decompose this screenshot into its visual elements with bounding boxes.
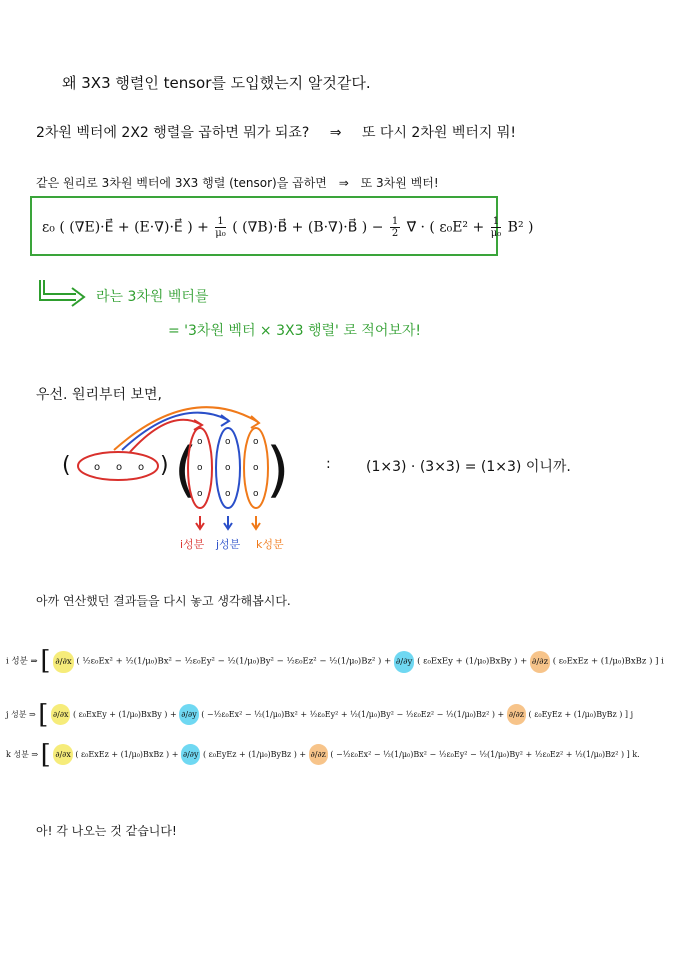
- implies-arrow-2: ⇒: [338, 176, 349, 190]
- dimension-caption: (1×3) · (3×3) = (1×3) 이니까.: [366, 459, 571, 475]
- k-term-1: ( ε₀ExEz + (1/μ₀)BxBz ) +: [75, 750, 179, 759]
- col3-dot-3: o: [253, 489, 259, 499]
- j-component-label: j성분: [216, 538, 241, 551]
- heading-line: 왜 3X3 행렬인 tensor를 도입했는지 알것같다.: [62, 74, 371, 92]
- k-term-2: ( ε₀EyEz + (1/μ₀)ByBz ) +: [203, 750, 307, 759]
- electric-terms: ( (∇E)·E⃗ + (E·∇)·E⃗ ) +: [59, 219, 209, 236]
- i-component-label: i성분: [180, 538, 205, 551]
- i-component-row: i 성분 ⇒ [ ∂/∂x ( ½ε₀Ex² + ½(1/μ₀)Bx² − ½ε₀Ey² − ½(1/μ₀)By² − ½ε₀Ez² − ½(1/μ₀)Bz² ) + ∂/∂y ( ε₀ExEy + (1/μ₀)BxBy ) + ∂/∂z ( ε₀ExEz + (1/μ₀)BxBz ) ] i: [6, 646, 664, 676]
- j-term-3: ( ε₀EyEz + (1/μ₀)ByBz ) ] j: [528, 710, 634, 719]
- equation-content: [42, 216, 533, 239]
- implies-arrow: ⇒: [329, 125, 342, 141]
- svg-text:(: (: [174, 435, 198, 505]
- half-denominator: 2: [391, 228, 399, 239]
- svg-text:): ): [160, 453, 169, 478]
- colon-mark: :: [326, 456, 331, 472]
- d-dx-highlight: ∂/∂x: [53, 744, 72, 765]
- row-dot-1: o: [94, 462, 101, 473]
- divergence-term: ∇⃗ · ( ε₀E² +: [406, 219, 485, 236]
- green-double-arrow-icon: [36, 278, 88, 308]
- j-component-row: j 성분 ⇒ [ ∂/∂x ( ε₀ExEy + (1/μ₀)BxBy ) + ∂/∂y ( −½ε₀Ex² − ½(1/μ₀)Bx² + ½ε₀Ey² + ½(1/μ₀)By² − ½ε₀Ez² − ½(1/μ₀)Bz² ) + ∂/∂z ( ε₀EyEz + (1/μ₀)ByBz ) ] j: [6, 700, 634, 730]
- k-component-label: k성분: [256, 538, 284, 551]
- col2-dot-1: o: [225, 437, 231, 447]
- row-dot-2: o: [116, 462, 123, 473]
- eps-symbol: ε₀: [42, 219, 55, 236]
- col2-dot-2: o: [225, 463, 231, 473]
- col1-dot-1: o: [197, 437, 203, 447]
- col3-dot-1: o: [253, 437, 259, 447]
- row-dot-3: o: [138, 462, 145, 473]
- half-numerator: 1: [391, 216, 399, 227]
- magnetic-terms: ( (∇B)·B⃗ + (B·∇)·B⃗ ) −: [232, 219, 384, 236]
- k-term-3: ( −½ε₀Ex² − ½(1/μ₀)Bx² − ½ε₀Ey² − ½(1/μ₀)By² + ½ε₀Ez² + ½(1/μ₀)Bz² ) ] k.: [330, 750, 640, 759]
- b-squared-term: B² ): [507, 219, 534, 236]
- frac-denominator: μ₀: [215, 228, 226, 239]
- k-component-row: k 성분 ⇒ [ ∂/∂x ( ε₀ExEz + (1/μ₀)BxBz ) + ∂/∂y ( ε₀EyEz + (1/μ₀)ByBz ) + ∂/∂z ( −½ε₀Ex² − ½(1/μ₀)Bx² − ½ε₀Ey² − ½(1/μ₀)By² + ½ε₀Ez² + ½(1/μ₀)Bz² ) ] k.: [6, 740, 640, 770]
- d-dy-highlight: ∂/∂y: [179, 704, 199, 725]
- conclusion-line: 아! 각 나오는 것 같습니다!: [36, 824, 177, 838]
- i-term-3: ( ε₀ExEz + (1/μ₀)BxBz ) ] i: [552, 656, 664, 667]
- first-principle-line: 우선. 원리부터 보면,: [36, 387, 162, 403]
- principle-text: 같은 원리로 3차원 벡터에 3X3 행렬 (tensor)을 곱하면: [36, 176, 327, 190]
- principle-result: 또 3차원 벡터!: [360, 176, 439, 190]
- j-row-label: j 성분 ⇒: [6, 710, 36, 719]
- d-dx-highlight: ∂/∂x: [53, 651, 73, 673]
- svg-text:): ): [266, 435, 290, 505]
- col2-dot-3: o: [225, 489, 231, 499]
- question-text: 2차원 벡터에 2X2 행렬을 곱하면 뭐가 되죠?: [36, 125, 310, 141]
- i-row-label: i 성분 ⇒: [6, 656, 38, 667]
- col1-dot-2: o: [197, 463, 203, 473]
- question-line: [36, 122, 516, 142]
- inverse-mu-fraction-2: [491, 216, 502, 239]
- i-term-1: ( ½ε₀Ex² + ½(1/μ₀)Bx² − ½ε₀Ey² − ½(1/μ₀)By² − ½ε₀Ez² − ½(1/μ₀)Bz² ) +: [76, 656, 392, 667]
- col1-dot-3: o: [197, 489, 203, 499]
- j-term-2: ( −½ε₀Ex² − ½(1/μ₀)Bx² + ½ε₀Ey² + ½(1/μ₀)By² − ½ε₀Ez² − ½(1/μ₀)Bz² ) +: [201, 710, 505, 719]
- answer-text: 또 다시 2차원 벡터지 뭐!: [361, 125, 516, 141]
- inverse-mu-fraction: [215, 216, 226, 239]
- k-row-label: k 성분 ⇒: [6, 750, 39, 759]
- revisit-line: 아까 연산했던 결과들을 다시 놓고 생각해봅시다.: [36, 594, 291, 608]
- i-term-2: ( ε₀ExEy + (1/μ₀)BxBy ) +: [417, 656, 528, 667]
- d-dy-highlight: ∂/∂y: [181, 744, 201, 765]
- frac-denominator-2: μ₀: [490, 228, 502, 239]
- j-term-1: ( ε₀ExEy + (1/μ₀)BxBy ) +: [73, 710, 177, 719]
- principle-line: [36, 174, 439, 191]
- frac-numerator-2: 1: [491, 216, 502, 228]
- d-dz-highlight: ∂/∂z: [309, 744, 328, 765]
- green-note-2: = '3차원 벡터 × 3X3 행렬' 로 적어보자!: [168, 323, 421, 339]
- half-fraction: [390, 216, 400, 239]
- frac-numerator: 1: [215, 216, 226, 228]
- green-note-1: 라는 3차원 벡터를: [96, 289, 209, 305]
- col3-dot-2: o: [253, 463, 259, 473]
- d-dx-highlight: ∂/∂x: [51, 704, 70, 725]
- d-dz-highlight: ∂/∂z: [530, 651, 550, 673]
- svg-text:(: (: [62, 453, 71, 478]
- vector-matrix-diagram: [60, 400, 310, 560]
- d-dy-highlight: ∂/∂y: [394, 651, 414, 673]
- d-dz-highlight: ∂/∂z: [507, 704, 526, 725]
- boxed-equation: [30, 196, 534, 256]
